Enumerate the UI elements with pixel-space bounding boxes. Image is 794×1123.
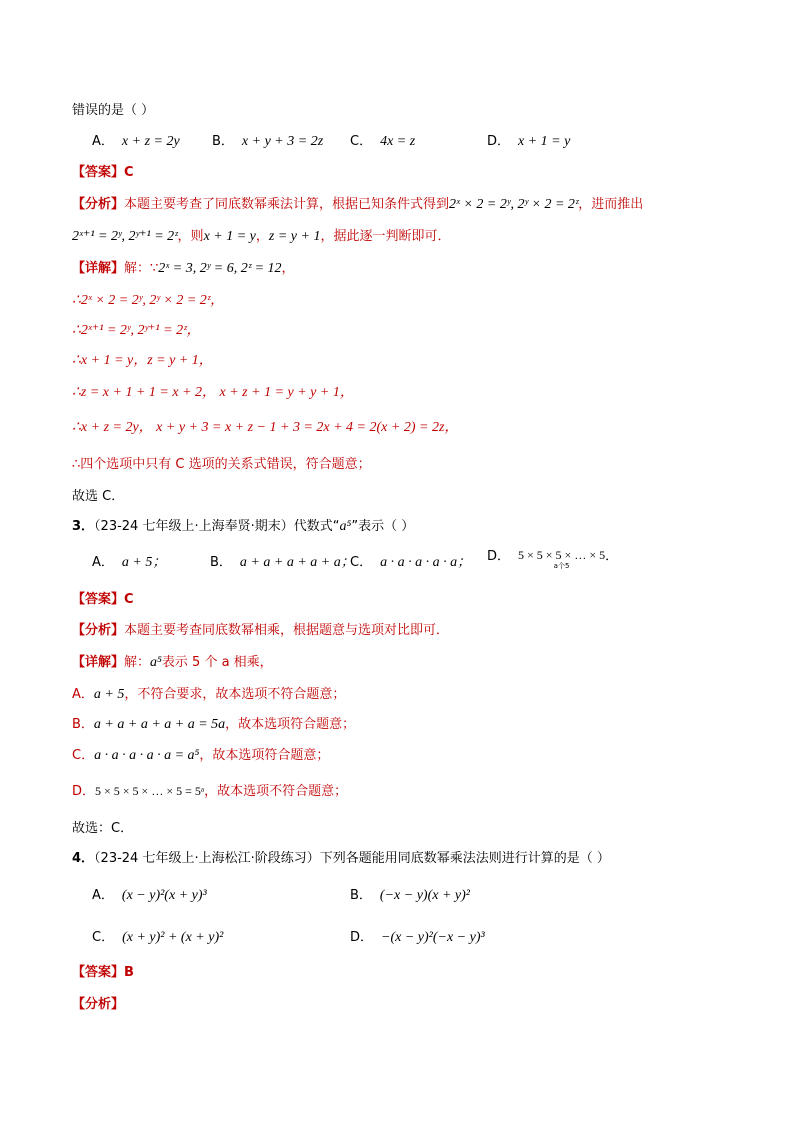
detail-math: a⁵ (150, 655, 162, 670)
answer-line (72, 591, 134, 609)
option-end: ． (605, 549, 619, 564)
analysis-text: ，则 (177, 229, 204, 244)
detail-text: 表示 5 个 a 相乘， (161, 655, 273, 670)
stem-text: ”表示（ ） (351, 519, 415, 534)
option-expr: (x − y)²(x + y)³ (121, 888, 207, 903)
detail-math: a · a · a · a · a = a⁵ (94, 748, 200, 763)
q4-option-a (92, 887, 207, 905)
question-source: （23-24 七年级上·上海奉贤·期末） (94, 519, 294, 534)
question-4-stem (72, 850, 610, 868)
detail-step-4: ∴x + 1 = y，z = y + 1， (72, 353, 213, 368)
q4-option-c (92, 929, 223, 947)
option-a (92, 133, 180, 151)
option-label: D． (487, 549, 511, 564)
option-expr: −(x − y)²(−x − y)³ (381, 930, 485, 945)
option-expr: a + a + a + a + a； (239, 555, 355, 570)
answer-tag: 【答案】 (72, 165, 125, 180)
answer-tag: 【答案】 (72, 592, 125, 607)
option-label: B． (212, 134, 234, 149)
stem-text: 代数式“ (293, 519, 340, 534)
option-expr: (x + y)² + (x + y)² (122, 930, 224, 945)
option-expr: x + y + 3 = 2z (241, 134, 324, 149)
analysis-tag: 【分析】 (72, 623, 125, 638)
question-number: 3． (72, 519, 95, 534)
question-stem (72, 102, 154, 120)
detail-tag: 【详解】 (72, 261, 125, 276)
option-label: C． (350, 134, 373, 149)
detail-text: ，故本选项符合题意； (225, 717, 356, 732)
analysis-text: 本题主要考查了同底数幂乘法计算，根据已知条件式得到 (124, 197, 450, 212)
detail-label: C． (72, 748, 95, 763)
stem-text: 下列各题能用同底数幂乘法法则进行计算的是（ ） (319, 851, 610, 866)
option-label: A． (92, 888, 114, 903)
detail-b (72, 716, 355, 734)
option-c (350, 133, 415, 151)
stem-text: 错误的是（ ） (72, 103, 155, 118)
detail-d (72, 782, 347, 801)
q4-option-d (350, 929, 485, 947)
analysis-line (72, 622, 449, 640)
analysis-math: x + 1 = y (203, 229, 256, 244)
detail-c (72, 747, 329, 765)
detail-step-2: ∴2ˣ × 2 = 2ʸ, 2ʸ × 2 = 2ᶻ， (72, 293, 225, 308)
detail-text: ， (281, 261, 295, 276)
analysis-tag: 【分析】 (72, 197, 125, 212)
analysis-tag: 【分析】 (72, 997, 125, 1012)
detail-text: 解：∵ (124, 261, 159, 276)
chosen-answer: 故选：C． (72, 821, 134, 836)
answer-line (72, 164, 134, 182)
analysis-math: z = y + 1 (268, 229, 321, 244)
option-label: C． (92, 930, 115, 945)
detail-text: 解： (124, 655, 151, 670)
option-label: B． (350, 888, 372, 903)
option-expr: (−x − y)(x + y)² (379, 888, 470, 903)
answer-value: C (124, 165, 134, 180)
analysis-math: 2ˣ × 2 = 2ʸ, 2ʸ × 2 = 2ᶻ (449, 197, 579, 212)
analysis-text: ， (255, 229, 269, 244)
question-source: （23-24 七年级上·上海松江·阶段练习） (94, 851, 320, 866)
option-expr: 4x = z (380, 134, 416, 149)
detail-text: ，故本选项符合题意； (199, 748, 330, 763)
option-expr: a · a · a · a · a； (380, 555, 472, 570)
detail-text: ，故本选项不符合题意； (204, 784, 348, 799)
option-label: A． (92, 134, 114, 149)
detail-step-5: ∴z = x + 1 + 1 = x + 2， x + z + 1 = y + y + 1， (72, 385, 354, 400)
detail-math: 5 × 5 × 5 × … × 5 = 5ᵃ (95, 784, 205, 798)
answer-value: B (124, 965, 134, 980)
detail-line (72, 654, 273, 672)
brace-sub: a个5 (553, 562, 570, 570)
detail-step-3: ∴2ˣ⁺¹ = 2ʸ, 2ʸ⁺¹ = 2ᶻ， (72, 323, 201, 338)
option-d (487, 133, 570, 151)
analysis-line-1 (72, 196, 643, 214)
question-3-stem (72, 518, 414, 536)
detail-label: D． (72, 784, 96, 799)
analysis-line-2 (72, 228, 450, 246)
option-b (212, 133, 323, 151)
detail-line-1 (72, 260, 295, 278)
detail-math: 2ˣ = 3, 2ʸ = 6, 2ᶻ = 12 (158, 261, 282, 276)
option-label: A． (92, 555, 114, 570)
answer-tag: 【答案】 (72, 965, 125, 980)
option-expr: 5 × 5 × 5 × … × 5 (518, 548, 606, 562)
detail-step-6: ∴x + z = 2y， x + y + 3 = x + z − 1 + 3 = 2x + 4 = 2(x + 2) = 2z， (72, 420, 459, 435)
option-expr: a + 5； (121, 555, 167, 570)
option-expr: x + 1 = y (518, 134, 571, 149)
q3-option-c (350, 554, 471, 572)
analysis-text: 本题主要考查同底数幂相乘，根据题意与选项对比即可． (124, 623, 450, 638)
analysis-text: ，进而推出 (578, 197, 644, 212)
option-label: D． (487, 134, 511, 149)
detail-text: ，不符合要求，故本选项不符合题意； (124, 687, 346, 702)
q3-option-d (487, 548, 618, 570)
option-expr: x + z = 2y (121, 134, 180, 149)
detail-tag: 【详解】 (72, 655, 125, 670)
detail-label: B． (72, 717, 94, 732)
option-label: B． (210, 555, 232, 570)
question-number: 4． (72, 851, 95, 866)
q4-option-b (350, 887, 470, 905)
detail-math: a + 5 (93, 687, 125, 702)
stem-math: a⁵ (339, 519, 352, 534)
q3-option-b (210, 554, 355, 572)
analysis-text: ，据此逐一判断即可． (320, 229, 451, 244)
option-label: C． (350, 555, 373, 570)
q3-option-a (92, 554, 166, 572)
detail-math: a + a + a + a + a = 5a (93, 717, 226, 732)
answer-line (72, 964, 134, 982)
answer-value: C (124, 592, 134, 607)
detail-label: A． (72, 687, 94, 702)
analysis-math: 2ˣ⁺¹ = 2ʸ, 2ʸ⁺¹ = 2ᶻ (72, 229, 178, 244)
option-label: D． (350, 930, 374, 945)
detail-conclusion: ∴四个选项中只有 C 选项的关系式错误，符合题意； (72, 457, 371, 472)
chosen-answer: 故选 C． (72, 489, 125, 504)
detail-a (72, 686, 345, 704)
